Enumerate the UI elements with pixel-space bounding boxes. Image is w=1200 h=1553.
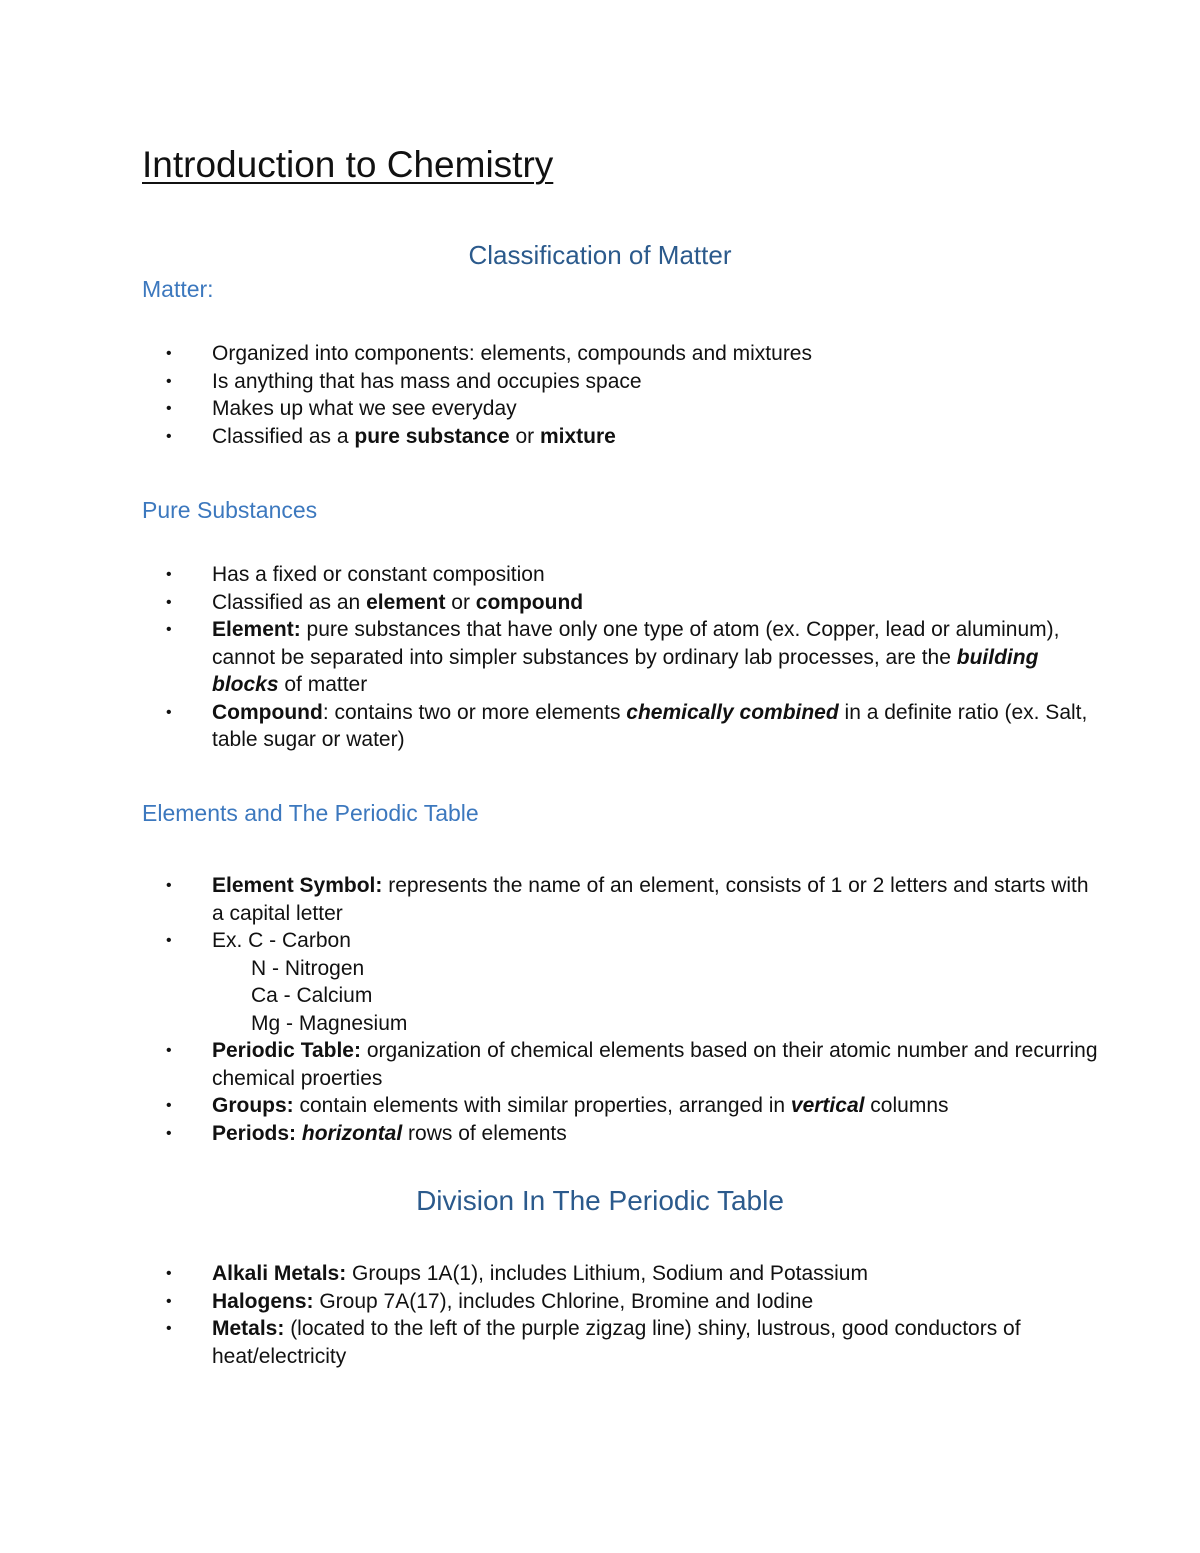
document-title: Introduction to Chemistry bbox=[142, 144, 554, 185]
list-item: • Metals: (located to the left of the purple zigzag line) shiny, lustrous, good conductors of heat/electricity bbox=[166, 1317, 1021, 1368]
bullet: • bbox=[166, 372, 172, 390]
list-item: • Periods: horizontal rows of elements bbox=[0, 1120, 1100, 1148]
bullet: • bbox=[166, 566, 172, 583]
bullet: • bbox=[166, 1265, 172, 1282]
list-item: • Halogens: Group 7A(17), includes Chlorine, Bromine and Iodine bbox=[0, 1288, 1100, 1316]
matter-list bbox=[0, 340, 1100, 450]
list-item: • Is anything that has mass and occupies space bbox=[0, 368, 1100, 396]
bullet: • bbox=[166, 1097, 172, 1114]
heading-pure-substances: Pure Substances bbox=[142, 497, 318, 523]
bullet: • bbox=[166, 593, 172, 611]
list-item: • Has a fixed or constant composition bbox=[0, 561, 1100, 589]
bullet: • bbox=[166, 877, 172, 894]
list-item: • Periodic Table: organization of chemical elements based on their atomic number and recurring chemical proerties bbox=[166, 1039, 1098, 1090]
list-item: • Compound: contains two or more elements chemically combined in a definite ratio (ex. Salt, table sugar or water) bbox=[166, 700, 1088, 751]
list-item: • Ex. C - Carbon bbox=[0, 927, 1100, 955]
bullet: • bbox=[166, 1124, 172, 1142]
division-list bbox=[0, 1260, 1100, 1370]
elements-list bbox=[0, 872, 1100, 1147]
bullet: • bbox=[166, 932, 172, 949]
list-item: • Alkali Metals: Groups 1A(1), includes Lithium, Sodium and Potassium bbox=[0, 1260, 1100, 1288]
bullet: • bbox=[166, 703, 172, 721]
example-line: Mg - Magnesium bbox=[251, 1011, 408, 1035]
heading-elements-periodic-table: Elements and The Periodic Table bbox=[142, 800, 479, 826]
section-title-classification: Classification of Matter bbox=[468, 240, 732, 270]
list-item: • Organized into components: elements, compounds and mixtures bbox=[0, 340, 1100, 368]
bullet: • bbox=[166, 345, 172, 362]
heading-matter: Matter: bbox=[142, 276, 214, 302]
list-item: • Groups: contain elements with similar properties, arranged in vertical columns bbox=[0, 1092, 1100, 1120]
list-item: • Element Symbol: represents the name of an element, consists of 1 or 2 letters and starts with a capital letter bbox=[166, 874, 1089, 925]
list-item: • Makes up what we see everyday bbox=[0, 395, 1100, 423]
list-item: • Element: pure substances that have only one type of atom (ex. Copper, lead or aluminum), cannot be separated into simpler substances by ordinary lab processes, are the building blocks of matter bbox=[166, 618, 1060, 696]
example-line: Ca - Calcium bbox=[251, 984, 373, 1007]
pure-substances-list bbox=[0, 561, 1100, 754]
section-title-division: Division In The Periodic Table bbox=[416, 1185, 784, 1216]
list-item: • Classified as a pure substance or mixture bbox=[0, 423, 1100, 451]
bullet: • bbox=[166, 1292, 172, 1310]
bullet: • bbox=[166, 1320, 172, 1337]
list-item: • Classified as an element or compound bbox=[0, 589, 1100, 617]
bullet: • bbox=[166, 1042, 172, 1059]
bullet: • bbox=[166, 400, 172, 417]
bullet: • bbox=[166, 427, 172, 445]
example-line: N - Nitrogen bbox=[251, 956, 365, 980]
bullet: • bbox=[166, 621, 172, 638]
